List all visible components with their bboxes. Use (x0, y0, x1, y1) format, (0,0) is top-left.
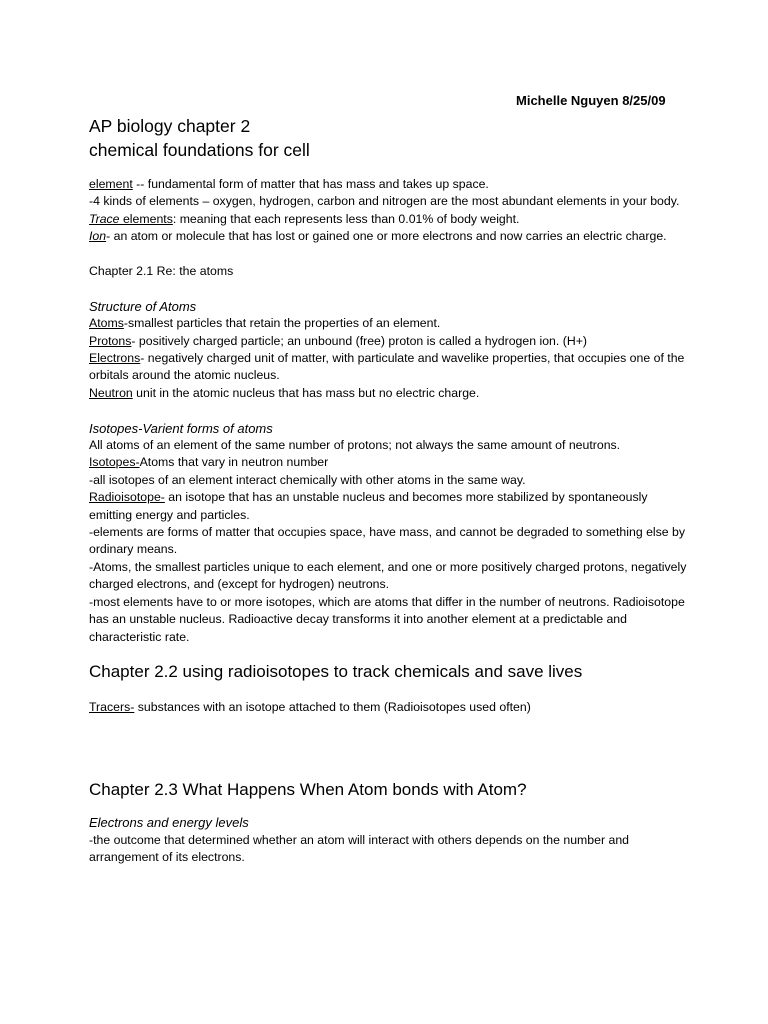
isotopes-definition: Isotopes-Atoms that vary in neutron number (89, 455, 329, 470)
electrons-energy-heading: Electrons and energy levels (89, 815, 249, 831)
all-atoms-line: All atoms of an element of the same number of protons; not always the same amount of neutrons. (89, 438, 621, 453)
radioisotope-definition: Radioisotope- an isotope that has an unstable nucleus and becomes more stabilized by spontaneously emitting energy and particles. (89, 490, 648, 522)
document-body (89, 176, 689, 867)
trace-definition: Trace elements: meaning that each represents less than 0.01% of body weight. (89, 211, 520, 226)
element-definition: element -- fundamental form of matter that has mass and takes up space. (89, 177, 489, 191)
document-title (89, 114, 709, 162)
tracers-definition: Tracers- substances with an isotope attached to them (Radioisotopes used often) (89, 699, 531, 714)
atoms-smallest-line: -Atoms, the smallest particles unique to each element, and one or more positively charged protons, negatively charged electrons, and (except for hydrogen) neutrons. (89, 559, 687, 592)
chapter-2-3-heading: Chapter 2.3 What Happens When Atom bonds with Atom? (89, 780, 527, 800)
neutron-definition: Neutron unit in the atomic nucleus that has mass but no electric charge. (89, 385, 480, 400)
outcome-line: -the outcome that determined whether an atom will interact with others depends on the number and arrangement of its electrons. (89, 832, 630, 865)
atoms-definition: Atoms-smallest particles that retain the properties of an element. (89, 316, 441, 331)
title-line-1: AP biology chapter 2 (89, 116, 251, 136)
protons-definition: Protons- positively charged particle; an unbound (free) proton is called a hydrogen ion. (H+) (89, 333, 587, 348)
electrons-definition: Electrons- negatively charged unit of matter, with particulate and wavelike properties, that occupies one of the orbitals around the atomic nucleus. (89, 351, 685, 383)
chapter-2-2-heading: Chapter 2.2 using radioisotopes to track chemicals and save lives (89, 661, 583, 681)
title-line-2: chemical foundations for cell (89, 140, 310, 160)
most-elements-line: -most elements have to or more isotopes, which are atoms that differ in the number of neutrons. Radioisotope has an unstable nucleus. Radioactive decay transforms it into another element at a predictable and characteristic rate. (89, 594, 685, 644)
element-term: element (89, 177, 133, 191)
trace-term: Trace elements (89, 211, 173, 226)
four-kinds-line: -4 kinds of elements – oxygen, hydrogen, carbon and nitrogen are the most abundant elements in your body. (89, 194, 680, 209)
isotopes-heading: Isotopes-Varient forms of atoms (89, 420, 273, 436)
author-date: Michelle Nguyen 8/25/09 (516, 93, 666, 108)
elements-forms-line: -elements are forms of matter that occupies space, have mass, and cannot be degraded to something else by ordinary means. (89, 525, 686, 557)
all-isotopes-line: -all isotopes of an element interact chemically with other atoms in the same way. (89, 472, 526, 487)
ion-definition: Ion- an atom or molecule that has lost or gained one or more electrons and now carries an electric charge. (89, 229, 667, 244)
structure-of-atoms-heading: Structure of Atoms (89, 298, 197, 314)
ion-term: Ion (89, 229, 107, 244)
chapter-2-1-heading: Chapter 2.1 Re: the atoms (89, 264, 234, 279)
